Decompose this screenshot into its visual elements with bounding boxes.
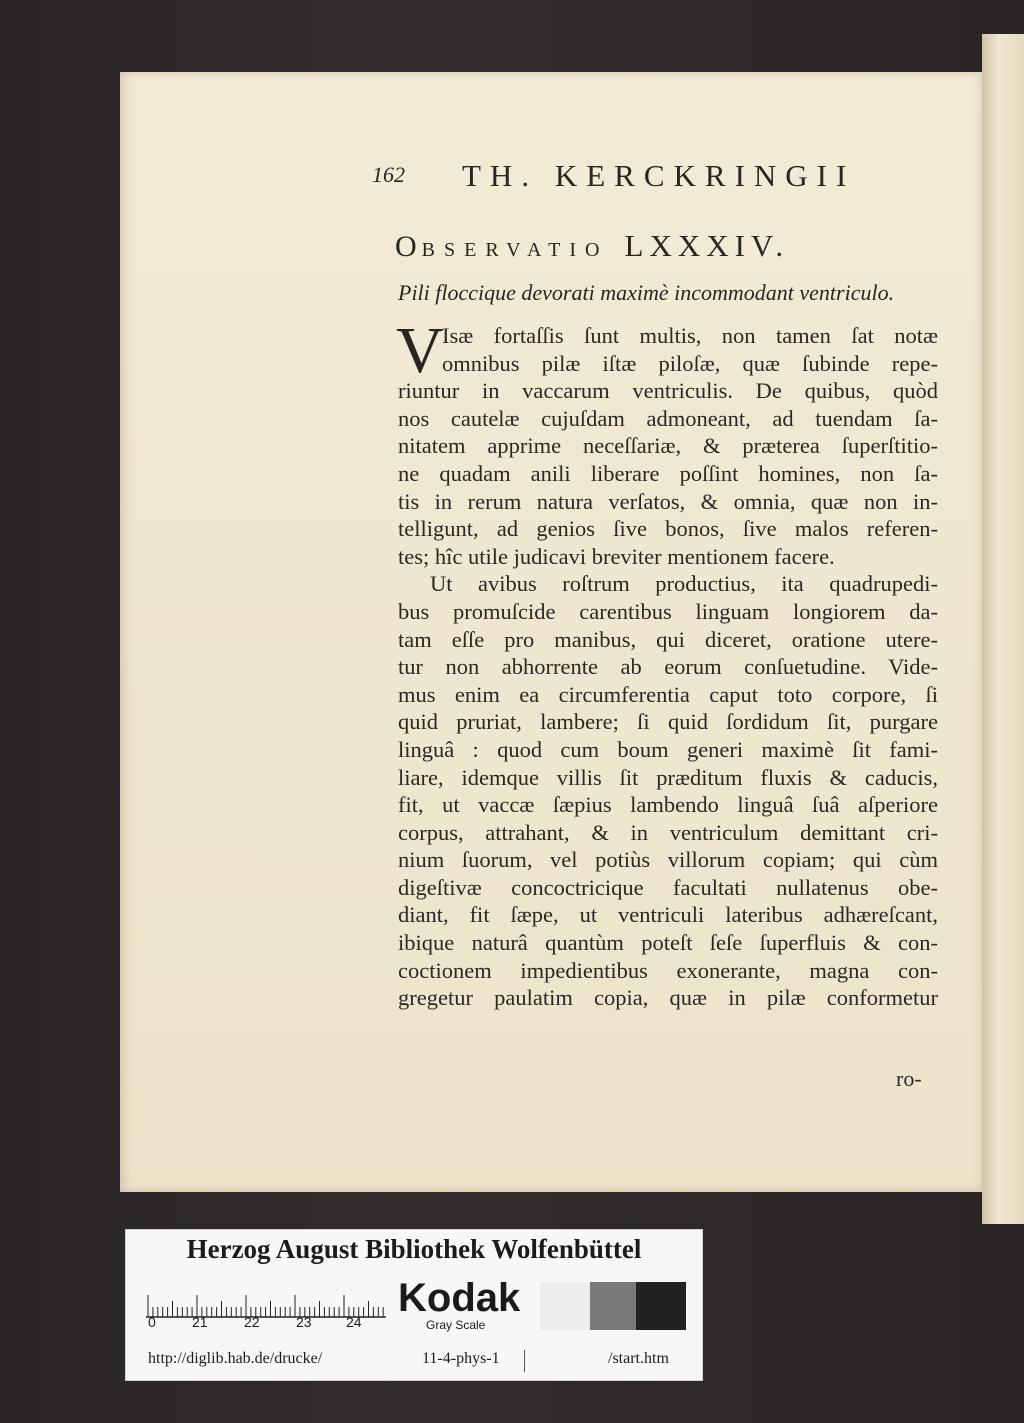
text-line: bus promuſcide carentibus linguam longiorem da- — [398, 598, 938, 624]
text-line: fit, ut vaccæ ſæpius lambendo linguâ ſuâ aſperiore — [398, 792, 938, 818]
url-divider — [524, 1350, 525, 1372]
body-text — [398, 322, 938, 1012]
ruler-number: 0 — [148, 1314, 156, 1330]
gray-scale-label: Gray Scale — [426, 1318, 486, 1332]
running-head: TH. KERCKRINGII — [462, 158, 856, 193]
text-line: corpus, attrahant, & in ventriculum demittant cri- — [398, 819, 938, 845]
observation-heading — [395, 228, 895, 264]
text-line: Ut avibus roſtrum productius, ita quadrupedi- — [430, 571, 938, 597]
ruler-number: 23 — [296, 1314, 312, 1330]
text-line: tis in rerum natura verſatos, & omnia, quæ non in- — [398, 488, 938, 514]
library-name: Herzog August Bibliothek Wolfenbüttel — [186, 1234, 642, 1264]
page-number: 162 — [372, 162, 405, 187]
text-line: nium ſuorum, vel potiùs villorum copiam; qui cùm — [398, 847, 938, 873]
running-header — [372, 158, 892, 198]
text-line: nitatem apprime neceſſariæ, & præterea ſuperſtitio- — [398, 433, 938, 459]
url-start: /start.htm — [608, 1350, 669, 1367]
catchword: ro- — [896, 1066, 922, 1091]
ruler-number: 22 — [244, 1314, 260, 1330]
ruler-number: 24 — [346, 1314, 362, 1330]
ruler-numbers — [148, 1314, 408, 1334]
ruler-number: 21 — [192, 1314, 208, 1330]
observation-number: LXXXIV. — [624, 228, 790, 263]
text-line: quid pruriat, lambere; ſi quid ſordidum ſit, purgare — [398, 709, 938, 735]
url-base: http://diglib.hab.de/drucke/ — [148, 1350, 323, 1367]
text-line: riuntur in vaccarum ventriculis. De quibus, quòd — [398, 378, 938, 404]
text-line: tam eſſe pro manibus, qui diceret, oratione utere- — [398, 626, 938, 652]
library-color-card — [125, 1229, 703, 1381]
text-line: gregetur paulatim copia, quæ in pilæ conformetur — [398, 985, 938, 1011]
observation-initial: O — [395, 230, 422, 263]
text-line: omnibus pilæ iſtæ piloſæ, quæ ſubinde repe- — [442, 350, 938, 376]
text-line: nos cautelæ cujuſdam admoneant, ad tuendam ſa- — [398, 405, 938, 431]
kodak-logo: Kodak — [398, 1276, 521, 1320]
text-line: linguâ : quod cum boum generi maximè ſit fami- — [398, 736, 938, 762]
text-line: digeſtivæ concoctricique facultati nullatenus obe- — [398, 874, 938, 900]
text-line: coctionem impedientibus exonerante, magna con- — [398, 957, 938, 983]
measurement-ruler — [146, 1282, 386, 1318]
text-line: liare, idemque villis ſit præditum fluxis & caducis, — [398, 764, 938, 790]
card-url-row — [126, 1344, 702, 1378]
text-line: telligunt, ad genios ſive bonos, ſive malos referen- — [398, 516, 938, 542]
text-line: tes; hîc utile judicavi breviter mentionem facere. — [398, 543, 835, 569]
url-shelfmark: 11-4-phys-1 — [422, 1350, 500, 1367]
observation-subtitle: Pili floccique devorati maximè incommodant ventriculo. — [398, 280, 895, 305]
text-line: mus enim ea circumferentia caput toto corpore, ſi — [398, 681, 938, 707]
gray-patch-mid — [590, 1282, 636, 1330]
text-line: Isæ fortaſſis ſunt multis, non tamen ſat notæ — [442, 323, 938, 348]
gray-patch-dark — [636, 1282, 686, 1330]
text-line: ne quadam anili liberare poſſint homines, non ſa- — [398, 460, 938, 486]
text-line: ibique naturâ quantùm poteſt ſeſe ſuperfluis & con- — [398, 930, 938, 956]
text-line: tur non abhorrente ab eorum conſuetudine. Vide- — [398, 654, 938, 680]
text-line: diant, fit ſæpe, ut ventriculi lateribus adhæreſcant, — [398, 902, 938, 928]
gray-patch-light — [540, 1282, 590, 1330]
facing-page-edge — [982, 34, 1024, 1224]
observation-word: BSERVATIO — [421, 239, 609, 261]
drop-cap: V — [396, 314, 444, 387]
